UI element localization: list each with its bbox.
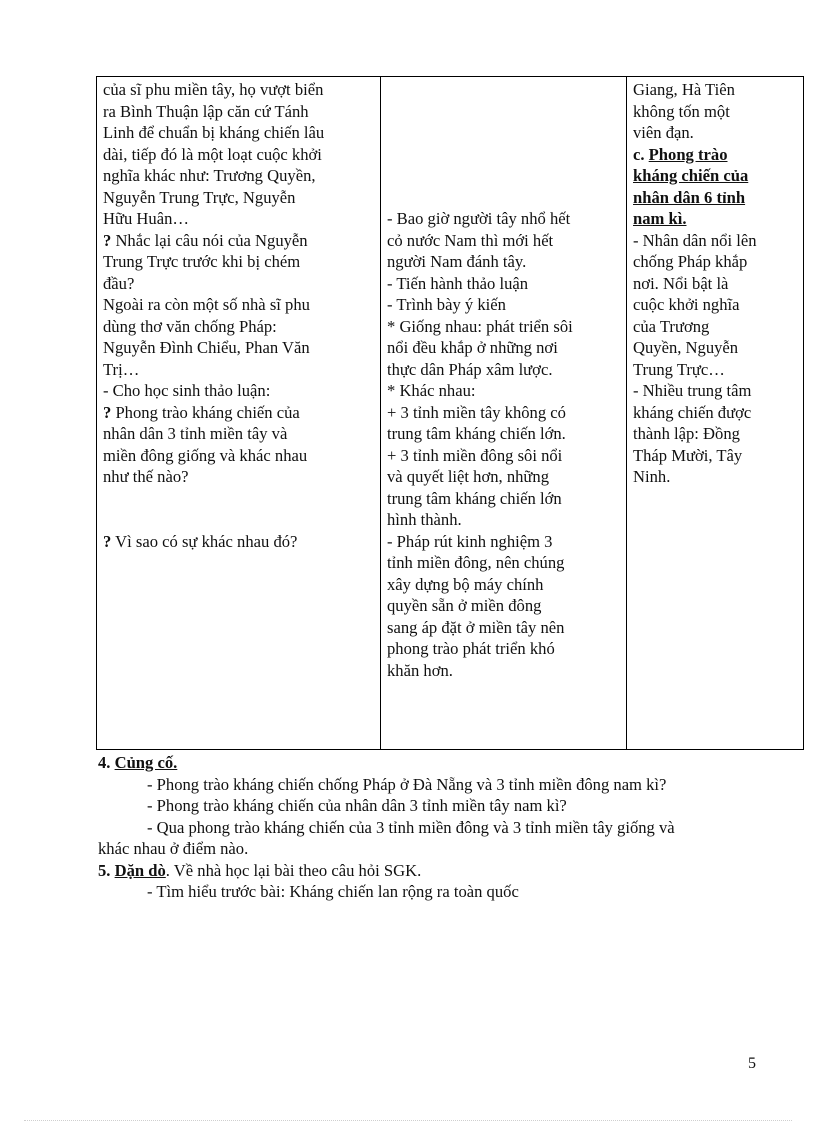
section-heading bbox=[633, 144, 796, 166]
lesson-footer-sections bbox=[98, 752, 762, 903]
text-line: nghĩa khác như: Trương Quyền, bbox=[103, 166, 316, 185]
text-line: dùng thơ văn chống Pháp: bbox=[103, 316, 277, 336]
table-row bbox=[97, 77, 804, 750]
list-item: - Qua phong trào kháng chiến của 3 tỉnh miền đông và 3 tỉnh miền tây giống và bbox=[147, 817, 675, 837]
heading-text: nhân dân 6 tỉnh bbox=[633, 187, 746, 207]
page-number: 5 bbox=[748, 1055, 756, 1072]
question-text: Nhắc lại câu nói của Nguyễn bbox=[111, 230, 308, 250]
text-line: người Nam đánh tây. bbox=[387, 252, 527, 271]
section-5-heading bbox=[98, 860, 762, 882]
text-line: Linh để chuẩn bị kháng chiến lâu bbox=[103, 123, 325, 142]
spacer bbox=[103, 488, 373, 531]
page-bottom-divider bbox=[24, 1120, 792, 1121]
question-line bbox=[103, 402, 373, 424]
text-line bbox=[387, 144, 619, 166]
question-mark: ? bbox=[103, 402, 112, 422]
text-line: ra Bình Thuận lập căn cứ Tánh bbox=[103, 101, 309, 121]
list-item: - Phong trào kháng chiến của nhân dân 3 tỉnh miền tây nam kì? bbox=[147, 796, 567, 815]
section-text: . Về nhà học lại bài theo câu hỏi SGK. bbox=[165, 860, 422, 880]
text-line: chống Pháp khắp bbox=[633, 252, 748, 271]
text-line: cỏ nước Nam thì mới hết bbox=[387, 230, 554, 250]
heading-text: Phong trào bbox=[648, 144, 728, 164]
heading-text: kháng chiến của bbox=[633, 166, 749, 185]
text-line: dài, tiếp đó là một loạt cuộc khởi bbox=[103, 144, 322, 164]
text-line: Ninh. bbox=[633, 467, 671, 486]
text-line: Quyền, Nguyễn bbox=[633, 338, 739, 357]
text-line: Trị… bbox=[103, 359, 140, 379]
text-line: cuộc khởi nghĩa bbox=[633, 295, 740, 314]
text-line bbox=[387, 122, 619, 144]
text-line: thực dân Pháp xâm lược. bbox=[387, 359, 553, 379]
text-line: hình thành. bbox=[387, 510, 462, 529]
text-line: * Giống nhau: phát triển sôi bbox=[387, 316, 573, 336]
text-line: - Bao giờ người tây nhổ hết bbox=[387, 209, 571, 228]
text-line bbox=[387, 101, 619, 123]
question-line bbox=[103, 531, 373, 553]
text-line: Tháp Mười, Tây bbox=[633, 445, 743, 465]
text-line: của sĩ phu miền tây, họ vượt biển bbox=[103, 80, 324, 99]
text-line: sang áp đặt ở miền tây nên bbox=[387, 617, 565, 637]
text-line: Trung Trực… bbox=[633, 359, 725, 379]
text-line: viên đạn. bbox=[633, 123, 694, 142]
text-line: không tốn một bbox=[633, 101, 730, 121]
text-line bbox=[387, 187, 619, 209]
text-line: của Trương bbox=[633, 316, 710, 336]
text-line: Trung Trực trước khi bị chém bbox=[103, 252, 301, 271]
text-line: Giang, Hà Tiên bbox=[633, 80, 735, 99]
text-line: thành lập: Đồng bbox=[633, 424, 740, 443]
text-line: phong trào phát triển khó bbox=[387, 639, 555, 658]
section-number: 5. bbox=[98, 860, 115, 880]
text-line: khăn hơn. bbox=[387, 660, 453, 680]
heading-text: nam kì. bbox=[633, 209, 687, 228]
question-text: Phong trào kháng chiến của bbox=[111, 402, 300, 422]
question-mark: ? bbox=[103, 230, 112, 250]
text-line: miền đông giống và khác nhau bbox=[103, 445, 308, 465]
text-line: và quyết liệt hơn, những bbox=[387, 467, 550, 486]
section-title: Củng cố. bbox=[114, 753, 178, 772]
question-line bbox=[103, 230, 373, 252]
section-4-heading bbox=[98, 752, 762, 774]
student-activity-cell bbox=[381, 77, 627, 750]
teacher-activity-cell bbox=[97, 77, 381, 750]
text-line: trung tâm kháng chiến lớn bbox=[387, 488, 562, 508]
text-line: kháng chiến được bbox=[633, 402, 752, 422]
list-item: - Phong trào kháng chiến chống Pháp ở Đà Nẵng và 3 tỉnh miền đông nam kì? bbox=[147, 774, 667, 794]
list-item-continuation: khác nhau ở điểm nào. bbox=[98, 839, 249, 858]
heading-prefix: c. bbox=[633, 144, 649, 164]
text-line: Nguyễn Trung Trực, Nguyễn bbox=[103, 187, 296, 207]
section-title: Dặn dò bbox=[114, 860, 166, 880]
text-line: trung tâm kháng chiến lớn. bbox=[387, 424, 566, 443]
content-cell bbox=[627, 77, 804, 750]
text-line: Nguyễn Đình Chiểu, Phan Văn bbox=[103, 338, 310, 357]
question-mark: ? bbox=[103, 531, 112, 551]
text-line: nơi. Nổi bật là bbox=[633, 273, 729, 293]
text-line: nổi đều khắp ở những nơi bbox=[387, 338, 558, 357]
text-line: - Nhân dân nổi lên bbox=[633, 230, 757, 250]
text-line: - Nhiều trung tâm bbox=[633, 381, 752, 400]
section-number: 4. bbox=[98, 753, 115, 772]
text-line: quyền sẵn ở miền đông bbox=[387, 596, 542, 615]
text-line: như thế nào? bbox=[103, 467, 189, 486]
lesson-table bbox=[96, 76, 804, 750]
text-line: đầu? bbox=[103, 273, 135, 293]
text-line: xây dựng bộ máy chính bbox=[387, 574, 544, 594]
text-line: Hữu Huân… bbox=[103, 209, 189, 228]
text-line: * Khác nhau: bbox=[387, 381, 476, 400]
question-text: Vì sao có sự khác nhau đó? bbox=[111, 531, 298, 551]
list-item: - Tìm hiểu trước bài: Kháng chiến lan rộng ra toàn quốc bbox=[147, 882, 519, 901]
text-line bbox=[387, 79, 619, 101]
text-line: nhân dân 3 tỉnh miền tây và bbox=[103, 424, 288, 443]
text-line bbox=[387, 165, 619, 187]
text-line: + 3 tỉnh miền đông sôi nổi bbox=[387, 445, 563, 465]
text-line: - Cho học sinh thảo luận: bbox=[103, 381, 271, 400]
text-line: tỉnh miền đông, nên chúng bbox=[387, 553, 565, 572]
text-line: - Trình bày ý kiến bbox=[387, 295, 506, 314]
text-line: - Pháp rút kinh nghiệm 3 bbox=[387, 531, 553, 551]
text-line: Ngoài ra còn một số nhà sĩ phu bbox=[103, 295, 310, 314]
text-line: - Tiến hành thảo luận bbox=[387, 273, 529, 293]
text-line: + 3 tỉnh miền tây không có bbox=[387, 402, 566, 422]
